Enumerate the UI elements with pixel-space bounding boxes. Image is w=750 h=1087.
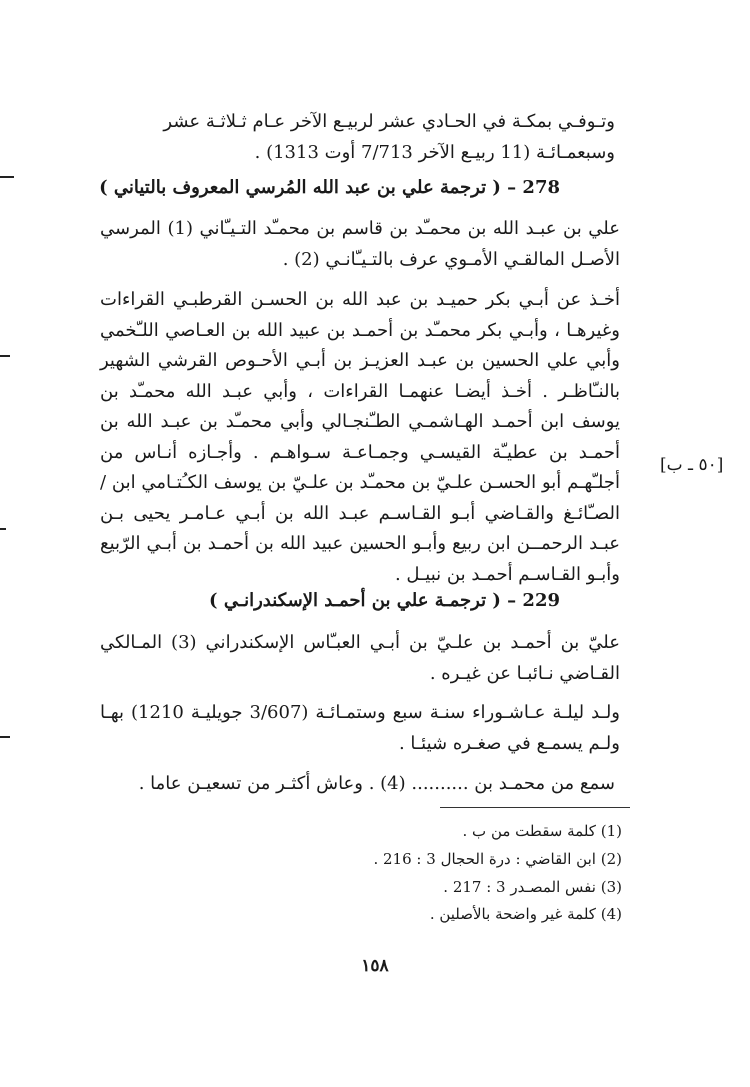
footnote-number: (1) [600, 822, 622, 840]
page-number: ١٥٨ [361, 956, 389, 976]
scan-mark [0, 355, 10, 357]
margin-note: [٥٠ ـ ب] [660, 455, 724, 475]
footnote-text: كلمة سقطت من ب . [462, 822, 596, 840]
footnote-4 [430, 905, 622, 923]
scan-mark [0, 736, 10, 738]
entry-278-heading: 278 – ( ترجمة علي بن عبد الله المُرسي المعروف بالتياني ) [99, 177, 560, 198]
footnote-divider [440, 807, 630, 808]
footnote-3 [443, 878, 622, 896]
footnote-text: نفس المصـدر 3 : 217 . [443, 878, 596, 896]
intro-line-1: وتـوفـي بمكـة في الحـادي عشر لربيـع الآخر عـام ثـلاثـة عشر [163, 111, 615, 132]
entry-278-paragraph-1: علي بن عبـد الله بن محمـّد بن قاسم بن محمـّد التـيـّاني (1) المرسي الأصـل المالقـي الأمـوي عرف بالتـيـّانـي (2) . [100, 218, 620, 270]
entry-278-paragraph-2: أخـذ عن أبـي بكر حميـد بن عبد الله بن الحسـن القرطبـي القراءات وغيرهـا ، وأبـي بكر محمـّد بن أحمـد بن عبيد الله بن العـاصي اللـّخمي وأبي علي الحسين بن عبـد العزيـز بن أبـي الأحـوص القرشي الشهير بالنـّاظـر . أخـذ أيضـا عنهمـا القراءات ، وأبي عبـد الله محمـّد بن يوسف ابن أحمـد الهـاشمـي الطـّنجـالي وأبي محمـّد بن عبـد الله بن أحمـد بن عطيـّة القيسـي وجمـاعـة سـواهـم . وأجـازه أنـاس من أجلـّهـم أبو الحسـن علـيّ بن محمـّد بن علـيّ بن يوسف الكـُتـامي ابن / الصـّائـغ والقـاضي أبـو القـاسـم عبـد الله بن أبـي عـامـر يحيى بـن عبـد الرحمــن ابن ربيع وأبـو الحسين عبيد الله بن أحمـد بن أبـي الرّبيع وأبـو القـاسـم أحمـد بن نبيـل . [100, 289, 620, 585]
entry-229-paragraph-1: عليّ بن أحمـد بن علـيّ بن أبـي العبـّاس الإسكندراني (3) المـالكي القـاضي نـائبـا عن غيـره . [100, 632, 620, 684]
footnote-1 [463, 822, 622, 840]
footnote-number: (4) [600, 905, 622, 923]
entry-229-heading: 229 – ( ترجمـة علي بن أحمـد الإسكندرانـي ) [209, 590, 560, 611]
intro-line-2: وسبعمـائـة (11 ربيـع الآخر 7/713 أوت 1313) . [254, 142, 615, 163]
entry-229-paragraph-3: سمع من محمـد بن .......... (4) . وعاش أكثـر من تسعيـن عاما . [138, 773, 615, 794]
scan-mark [0, 176, 14, 178]
footnote-2 [373, 850, 622, 868]
footnote-number: (3) [600, 878, 622, 896]
footnote-text: ابن القاضي : درة الحجال 3 : 216 . [373, 850, 596, 868]
entry-229-paragraph-2: ولـد ليلـة عـاشـوراء سنـة سبع وستمـائـة (3/607 جويليـة 1210) بهـا ولـم يسمـع في صغـره شيئـا . [100, 702, 620, 754]
footnote-text: كلمة غير واضحة بالأصلين . [429, 905, 596, 923]
scan-mark [0, 528, 6, 530]
footnote-number: (2) [600, 850, 622, 868]
